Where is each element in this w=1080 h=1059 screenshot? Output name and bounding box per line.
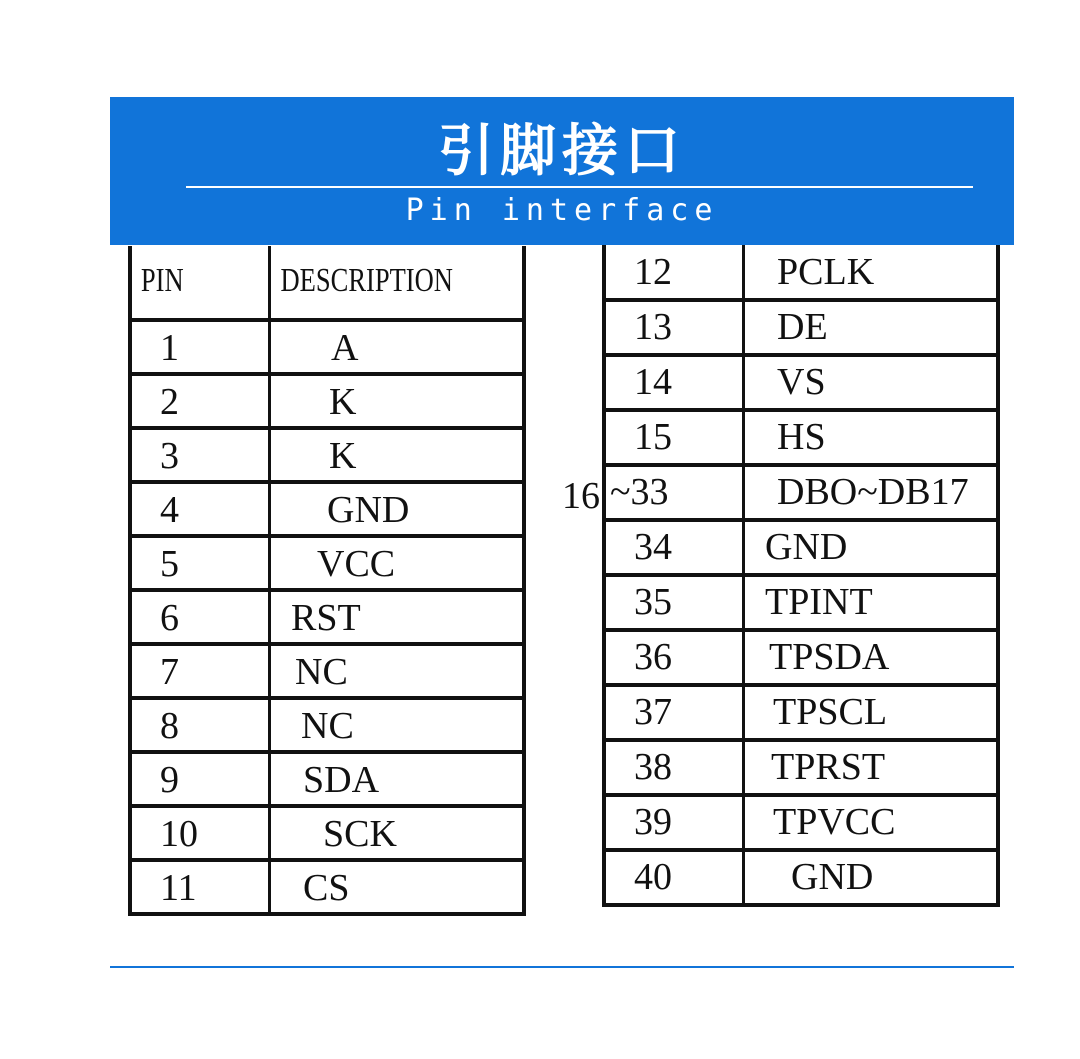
table-row: [130, 752, 524, 806]
pin-number: ~33: [604, 465, 744, 520]
table-row: [604, 850, 998, 905]
table-row: [604, 245, 998, 300]
pin-number: 7: [130, 644, 270, 698]
table-row: [130, 860, 524, 914]
table-row: [130, 644, 524, 698]
pin-description: DE: [744, 300, 999, 355]
pin-description: K: [270, 374, 525, 428]
pin-description: SDA: [270, 752, 525, 806]
footer-divider: [110, 966, 1014, 968]
table-row: [604, 465, 998, 520]
pin-description: VS: [744, 355, 999, 410]
pin-description: GND: [744, 850, 999, 905]
pin-number: 34: [604, 520, 744, 575]
header-pin: PIN: [130, 246, 239, 320]
table-row: [130, 482, 524, 536]
pin-description: TPSCL: [744, 685, 999, 740]
table-row: [604, 410, 998, 465]
pin-number: 13: [604, 300, 744, 355]
pin-number: 15: [604, 410, 744, 465]
pin-description: NC: [270, 698, 525, 752]
pin-number: 14: [604, 355, 744, 410]
table-row: [604, 685, 998, 740]
header-description: DESCRIPTION: [270, 246, 469, 320]
pin-number: 38: [604, 740, 744, 795]
pin-description: GND: [744, 520, 999, 575]
table-row: [130, 698, 524, 752]
pin-description: TPSDA: [744, 630, 999, 685]
pin-number: 1: [130, 320, 270, 374]
title-divider: [186, 186, 973, 188]
pin-description: A: [270, 320, 525, 374]
pin-range-prefix: 16: [562, 475, 600, 517]
pin-description: DBO~DB17: [744, 465, 999, 520]
header-banner: [110, 97, 1014, 245]
pin-number: 40: [604, 850, 744, 905]
pin-description: SCK: [270, 806, 525, 860]
table-row: [604, 355, 998, 410]
pin-table-left: [128, 246, 526, 916]
table-row: [604, 300, 998, 355]
pin-number: 37: [604, 685, 744, 740]
table-row: [130, 536, 524, 590]
pin-number: 35: [604, 575, 744, 630]
pin-description: HS: [744, 410, 999, 465]
table-row: [604, 575, 998, 630]
pin-number: 5: [130, 536, 270, 590]
pin-description: CS: [270, 860, 525, 914]
pin-description: K: [270, 428, 525, 482]
pin-description: PCLK: [744, 245, 999, 300]
table-row: [130, 590, 524, 644]
pin-number: 6: [130, 590, 270, 644]
table-row: [130, 320, 524, 374]
table-row: [604, 795, 998, 850]
table-row: [130, 374, 524, 428]
pin-number: 3: [130, 428, 270, 482]
table-row: [604, 740, 998, 795]
pin-number: 4: [130, 482, 270, 536]
pin-number: 2: [130, 374, 270, 428]
table-row: [130, 806, 524, 860]
page-title: 引脚接口: [438, 119, 686, 184]
table-row: [130, 428, 524, 482]
pin-number: 10: [130, 806, 270, 860]
pin-number: 8: [130, 698, 270, 752]
pin-description: VCC: [270, 536, 525, 590]
page-subtitle: Pin interface: [405, 193, 719, 228]
pin-description: RST: [270, 590, 525, 644]
table-row: [604, 630, 998, 685]
pin-description: TPRST: [744, 740, 999, 795]
pin-number: 9: [130, 752, 270, 806]
pin-description: GND: [270, 482, 525, 536]
pin-number: 36: [604, 630, 744, 685]
pin-table-right: [602, 245, 1000, 907]
pin-number: 11: [130, 860, 270, 914]
pin-number: 12: [604, 245, 744, 300]
table-header-row: [130, 246, 524, 320]
pin-description: TPINT: [744, 575, 999, 630]
pin-number: 39: [604, 795, 744, 850]
pin-description: NC: [270, 644, 525, 698]
table-row: [604, 520, 998, 575]
pin-description: TPVCC: [744, 795, 999, 850]
